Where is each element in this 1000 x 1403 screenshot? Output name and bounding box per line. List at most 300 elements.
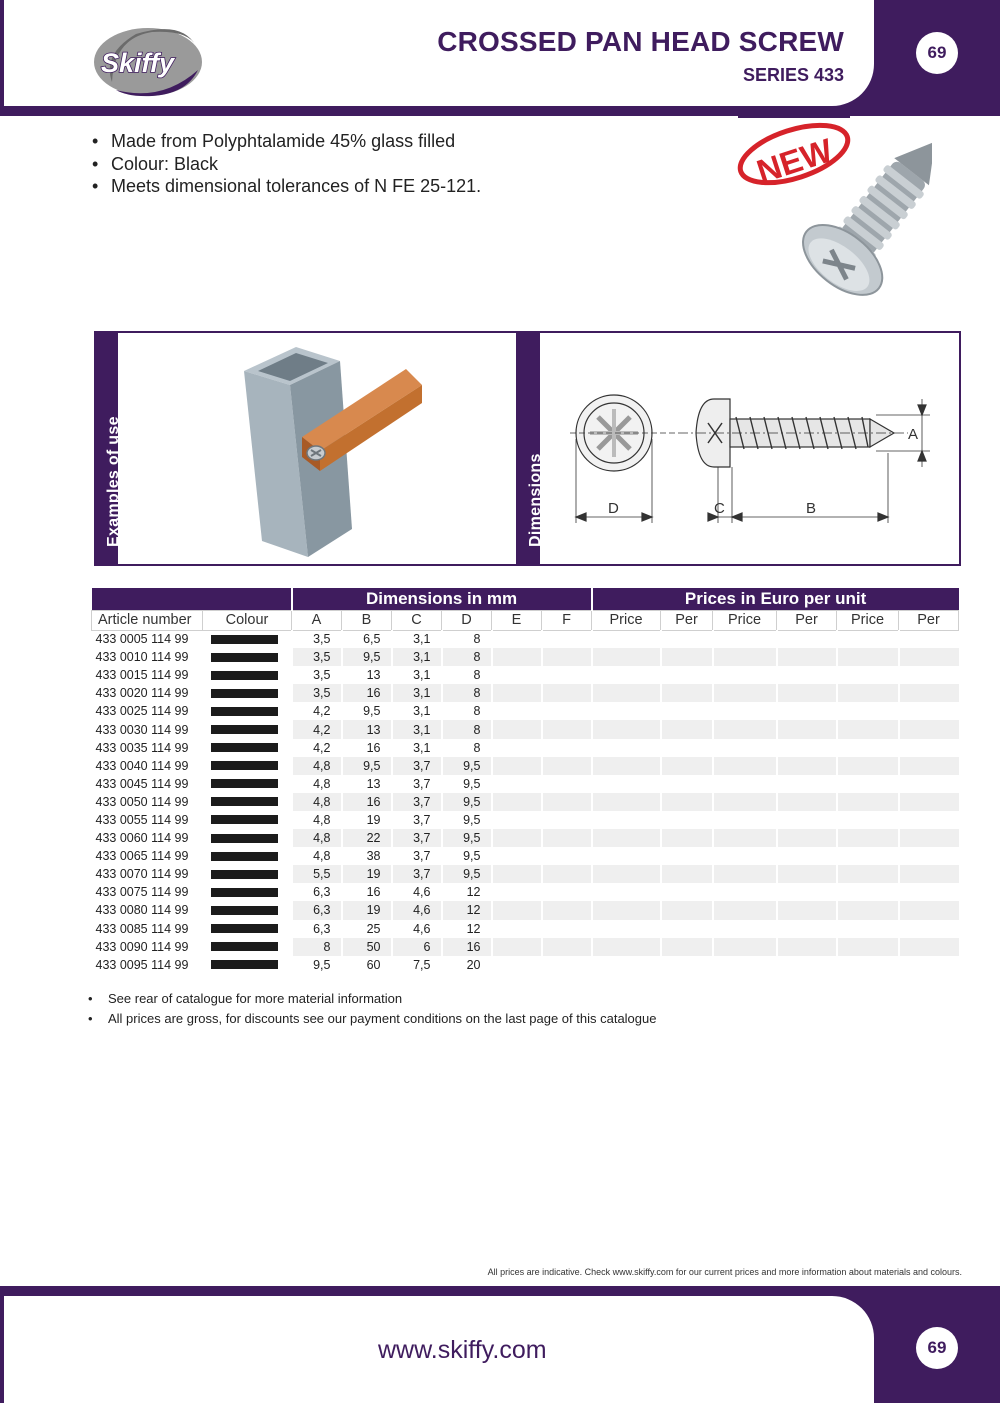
dim-c-cell: 3,1 [392, 630, 442, 648]
dim-d-cell: 8 [442, 666, 492, 684]
dim-f-cell [542, 901, 592, 919]
dim-b-cell: 16 [342, 684, 392, 702]
price-cell [713, 757, 777, 775]
table-row [92, 865, 959, 883]
dim-e-cell [492, 666, 542, 684]
dim-c-cell: 4,6 [392, 920, 442, 938]
table-row [92, 883, 959, 901]
price-cell [837, 829, 899, 847]
colour-swatch-cell [203, 901, 292, 919]
dim-b-cell: 19 [342, 865, 392, 883]
dim-d-cell: 9,5 [442, 775, 492, 793]
svg-text:Skiffy: Skiffy [101, 48, 175, 78]
dim-b-cell: 9,5 [342, 702, 392, 720]
dim-b-cell: 25 [342, 920, 392, 938]
column-header-row [92, 610, 959, 630]
notes-list [88, 989, 656, 1028]
dim-a-cell: 3,5 [292, 684, 342, 702]
per-cell [777, 757, 837, 775]
article-number-cell: 433 0095 114 99 [95, 957, 189, 972]
article-number-cell: 433 0025 114 99 [95, 704, 189, 719]
dim-f-cell [542, 956, 592, 974]
skiffy-logo [92, 24, 204, 98]
price-cell [713, 847, 777, 865]
dim-f-cell [542, 811, 592, 829]
table-row [92, 720, 959, 738]
dim-e-cell [492, 847, 542, 865]
dim-e-cell [492, 901, 542, 919]
dim-e-cell [492, 829, 542, 847]
dim-a-cell: 4,8 [292, 793, 342, 811]
colour-swatch-cell [203, 883, 292, 901]
dim-d-cell: 16 [442, 938, 492, 956]
per-cell [899, 956, 959, 974]
dim-a-cell: 4,8 [292, 829, 342, 847]
price-cell [592, 901, 661, 919]
dim-a-cell: 4,8 [292, 847, 342, 865]
per-cell [777, 684, 837, 702]
colour-swatch-cell [203, 757, 292, 775]
price-cell [713, 648, 777, 666]
dim-e-cell [492, 938, 542, 956]
price-cell [592, 720, 661, 738]
colour-swatch [211, 942, 278, 951]
article-number-cell: 433 0005 114 99 [95, 632, 189, 647]
per-cell [777, 883, 837, 901]
dimensions-label-bar [518, 333, 544, 564]
dim-a-cell: 3,5 [292, 630, 342, 648]
per-cell [661, 630, 713, 648]
per-cell [899, 630, 959, 648]
dim-d-cell: 9,5 [442, 757, 492, 775]
col-per-3: Per [899, 610, 959, 630]
price-cell [837, 865, 899, 883]
table-row [92, 739, 959, 757]
colour-swatch-cell [203, 684, 292, 702]
dim-c-cell: 3,7 [392, 811, 442, 829]
dim-d-cell: 8 [442, 739, 492, 757]
per-cell [899, 920, 959, 938]
table-row [92, 956, 959, 974]
per-cell [777, 847, 837, 865]
colour-swatch [211, 779, 278, 788]
dim-d-cell: 8 [442, 684, 492, 702]
dim-c-cell: 3,1 [392, 739, 442, 757]
per-cell [899, 757, 959, 775]
dim-e-cell [492, 757, 542, 775]
colour-swatch [211, 834, 278, 843]
svg-text:NEW: NEW [752, 131, 837, 191]
price-cell [837, 648, 899, 666]
dim-letter-d: D [608, 500, 619, 517]
dim-c-cell: 7,5 [392, 956, 442, 974]
feature-item: • Colour: Black [92, 153, 481, 176]
col-f: F [542, 610, 592, 630]
table-row [92, 648, 959, 666]
price-cell [713, 865, 777, 883]
per-cell [899, 883, 959, 901]
price-cell [592, 630, 661, 648]
price-cell [837, 739, 899, 757]
colour-swatch [211, 671, 278, 680]
dim-e-cell [492, 720, 542, 738]
col-colour: Colour [203, 610, 292, 630]
dimensions-band-header: Dimensions in mm [292, 588, 592, 610]
dim-b-cell: 16 [342, 883, 392, 901]
table-band-left [92, 588, 292, 610]
colour-swatch-cell [203, 793, 292, 811]
dim-e-cell [492, 648, 542, 666]
col-per-1: Per [661, 610, 713, 630]
price-cell [592, 938, 661, 956]
per-cell [899, 901, 959, 919]
price-cell [592, 666, 661, 684]
dim-f-cell [542, 793, 592, 811]
article-number-cell: 433 0075 114 99 [95, 885, 189, 900]
colour-swatch-cell [203, 739, 292, 757]
article-number-cell: 433 0055 114 99 [95, 812, 189, 827]
per-cell [661, 920, 713, 938]
dim-a-cell: 6,3 [292, 920, 342, 938]
per-cell [661, 901, 713, 919]
dim-a-cell: 4,2 [292, 720, 342, 738]
page-number-badge: 69 [916, 32, 958, 74]
dim-c-cell: 3,1 [392, 666, 442, 684]
dim-f-cell [542, 720, 592, 738]
per-cell [899, 666, 959, 684]
price-cell [592, 739, 661, 757]
per-cell [777, 956, 837, 974]
dim-f-cell [542, 757, 592, 775]
colour-swatch-cell [203, 720, 292, 738]
dim-c-cell: 3,7 [392, 829, 442, 847]
dim-f-cell [542, 938, 592, 956]
per-cell [777, 938, 837, 956]
price-cell [592, 775, 661, 793]
dim-e-cell [492, 702, 542, 720]
dim-b-cell: 9,5 [342, 648, 392, 666]
dim-b-cell: 19 [342, 811, 392, 829]
per-cell [661, 811, 713, 829]
col-price-1: Price [592, 610, 661, 630]
dim-e-cell [492, 630, 542, 648]
price-cell [837, 938, 899, 956]
examples-panel [94, 331, 518, 566]
col-price-2: Price [713, 610, 777, 630]
colour-swatch-cell [203, 666, 292, 684]
dim-a-cell: 4,2 [292, 702, 342, 720]
feature-list [92, 130, 481, 198]
series-subtitle: SERIES 433 [742, 65, 844, 85]
product-table [91, 588, 959, 974]
per-cell [899, 720, 959, 738]
dim-c-cell: 3,7 [392, 847, 442, 865]
per-cell [661, 865, 713, 883]
dim-a-cell: 5,5 [292, 865, 342, 883]
website-link[interactable]: www.skiffy.com [378, 1336, 547, 1364]
article-number-cell: 433 0085 114 99 [95, 921, 189, 936]
dim-c-cell: 3,1 [392, 702, 442, 720]
colour-swatch-cell [203, 702, 292, 720]
note-item: • All prices are gross, for discounts see our payment conditions on the last page of this catalogue [88, 1009, 656, 1029]
price-cell [592, 648, 661, 666]
dim-d-cell: 8 [442, 630, 492, 648]
dim-f-cell [542, 865, 592, 883]
dim-d-cell: 9,5 [442, 829, 492, 847]
dim-e-cell [492, 883, 542, 901]
col-c: C [392, 610, 442, 630]
per-cell [777, 829, 837, 847]
col-a: A [292, 610, 342, 630]
dim-c-cell: 3,1 [392, 720, 442, 738]
per-cell [899, 793, 959, 811]
dim-b-cell: 13 [342, 775, 392, 793]
per-cell [777, 739, 837, 757]
dim-c-cell: 6 [392, 938, 442, 956]
price-cell [837, 956, 899, 974]
per-cell [661, 648, 713, 666]
dim-f-cell [542, 666, 592, 684]
table-row [92, 901, 959, 919]
colour-swatch [211, 797, 278, 806]
per-cell [661, 883, 713, 901]
dim-f-cell [542, 648, 592, 666]
per-cell [777, 775, 837, 793]
per-cell [661, 938, 713, 956]
dim-b-cell: 16 [342, 739, 392, 757]
per-cell [899, 865, 959, 883]
new-product-image [732, 112, 932, 302]
dim-d-cell: 9,5 [442, 865, 492, 883]
price-cell [713, 938, 777, 956]
dim-d-cell: 8 [442, 648, 492, 666]
dim-c-cell: 4,6 [392, 901, 442, 919]
page-title: CROSSED PAN HEAD SCREW [437, 26, 844, 57]
price-cell [713, 901, 777, 919]
table-row [92, 666, 959, 684]
colour-swatch [211, 653, 278, 662]
price-cell [837, 847, 899, 865]
colour-swatch [211, 761, 278, 770]
per-cell [777, 720, 837, 738]
dim-e-cell [492, 920, 542, 938]
price-cell [713, 883, 777, 901]
table-row [92, 702, 959, 720]
dim-b-cell: 19 [342, 901, 392, 919]
per-cell [899, 811, 959, 829]
article-number-cell: 433 0070 114 99 [95, 867, 189, 882]
per-cell [899, 775, 959, 793]
colour-swatch-cell [203, 920, 292, 938]
article-number-cell: 433 0010 114 99 [95, 650, 189, 665]
dim-c-cell: 3,7 [392, 757, 442, 775]
dim-letter-c: C [714, 500, 725, 517]
article-number-cell: 433 0065 114 99 [95, 849, 189, 864]
table-row [92, 757, 959, 775]
per-cell [899, 938, 959, 956]
dim-a-cell: 4,8 [292, 757, 342, 775]
dim-b-cell: 38 [342, 847, 392, 865]
price-cell [592, 865, 661, 883]
colour-swatch [211, 707, 278, 716]
dim-f-cell [542, 739, 592, 757]
price-cell [713, 793, 777, 811]
price-cell [713, 775, 777, 793]
dim-e-cell [492, 739, 542, 757]
price-cell [592, 684, 661, 702]
price-cell [592, 956, 661, 974]
dim-a-cell: 6,3 [292, 901, 342, 919]
feature-item: • Made from Polyphtalamide 45% glass filled [92, 130, 481, 153]
per-cell [777, 811, 837, 829]
dim-f-cell [542, 684, 592, 702]
dim-a-cell: 3,5 [292, 648, 342, 666]
per-cell [661, 684, 713, 702]
colour-swatch-cell [203, 956, 292, 974]
colour-swatch [211, 725, 278, 734]
per-cell [661, 757, 713, 775]
prices-band-header: Prices in Euro per unit [592, 588, 959, 610]
dim-f-cell [542, 702, 592, 720]
price-cell [837, 811, 899, 829]
footer-page-number-badge: 69 [916, 1327, 958, 1369]
dim-b-cell: 22 [342, 829, 392, 847]
price-cell [713, 666, 777, 684]
table-row [92, 630, 959, 648]
table-row [92, 920, 959, 938]
article-number-cell: 433 0015 114 99 [95, 668, 189, 683]
table-row [92, 811, 959, 829]
price-cell [713, 702, 777, 720]
dim-letter-a: A [908, 426, 919, 443]
colour-swatch-cell [203, 865, 292, 883]
per-cell [899, 684, 959, 702]
dim-e-cell [492, 684, 542, 702]
table-row [92, 793, 959, 811]
dim-e-cell [492, 956, 542, 974]
price-cell [592, 883, 661, 901]
per-cell [899, 648, 959, 666]
table-row [92, 684, 959, 702]
price-cell [592, 920, 661, 938]
dim-e-cell [492, 793, 542, 811]
dimensions-label: Dimensions [527, 453, 544, 547]
dim-a-cell: 9,5 [292, 956, 342, 974]
dim-d-cell: 12 [442, 920, 492, 938]
per-cell [661, 720, 713, 738]
price-cell [592, 829, 661, 847]
per-cell [661, 793, 713, 811]
colour-swatch-cell [203, 648, 292, 666]
dim-c-cell: 4,6 [392, 883, 442, 901]
dim-d-cell: 8 [442, 702, 492, 720]
per-cell [777, 901, 837, 919]
new-badge-icon [733, 114, 854, 194]
colour-swatch [211, 870, 278, 879]
dim-c-cell: 3,1 [392, 684, 442, 702]
price-cell [837, 666, 899, 684]
dim-f-cell [542, 920, 592, 938]
per-cell [661, 829, 713, 847]
price-cell [837, 793, 899, 811]
price-cell [713, 920, 777, 938]
colour-swatch-cell [203, 938, 292, 956]
price-cell [837, 775, 899, 793]
col-per-2: Per [777, 610, 837, 630]
per-cell [661, 847, 713, 865]
colour-swatch [211, 906, 278, 915]
col-e: E [492, 610, 542, 630]
price-cell [837, 630, 899, 648]
dim-f-cell [542, 829, 592, 847]
dim-c-cell: 3,1 [392, 648, 442, 666]
dim-c-cell: 3,7 [392, 775, 442, 793]
dim-a-cell: 6,3 [292, 883, 342, 901]
per-cell [899, 739, 959, 757]
colour-swatch-cell [203, 847, 292, 865]
per-cell [899, 847, 959, 865]
price-cell [592, 793, 661, 811]
dim-f-cell [542, 630, 592, 648]
dim-d-cell: 9,5 [442, 811, 492, 829]
colour-swatch-cell [203, 811, 292, 829]
col-price-3: Price [837, 610, 899, 630]
colour-swatch [211, 924, 278, 933]
colour-swatch-cell [203, 829, 292, 847]
article-number-cell: 433 0050 114 99 [95, 794, 189, 809]
price-cell [713, 739, 777, 757]
price-cell [592, 847, 661, 865]
article-number-cell: 433 0090 114 99 [95, 939, 189, 954]
per-cell [661, 956, 713, 974]
feature-item: • Meets dimensional tolerances of N FE 25-121. [92, 175, 481, 198]
col-b: B [342, 610, 392, 630]
price-cell [713, 630, 777, 648]
price-disclaimer: All prices are indicative. Check www.skiffy.com for our current prices and more information about materials and colours. [487, 1267, 962, 1277]
colour-swatch-cell [203, 775, 292, 793]
dim-e-cell [492, 865, 542, 883]
dim-b-cell: 50 [342, 938, 392, 956]
dim-b-cell: 9,5 [342, 757, 392, 775]
price-cell [592, 811, 661, 829]
examples-label-bar [96, 333, 122, 564]
table-row [92, 829, 959, 847]
table-row [92, 847, 959, 865]
per-cell [777, 630, 837, 648]
colour-swatch [211, 888, 278, 897]
note-item: • See rear of catalogue for more material information [88, 989, 656, 1009]
dim-a-cell: 3,5 [292, 666, 342, 684]
dim-c-cell: 3,7 [392, 793, 442, 811]
application-illustration [216, 341, 426, 559]
col-d: D [442, 610, 492, 630]
per-cell [661, 666, 713, 684]
price-cell [713, 720, 777, 738]
per-cell [777, 865, 837, 883]
price-cell [837, 702, 899, 720]
examples-label: Examples of use [105, 416, 122, 547]
colour-swatch [211, 743, 278, 752]
per-cell [777, 920, 837, 938]
dim-d-cell: 8 [442, 720, 492, 738]
price-cell [837, 901, 899, 919]
article-number-cell: 433 0045 114 99 [95, 776, 189, 791]
dimension-drawing [558, 363, 938, 533]
colour-swatch [211, 815, 278, 824]
table-row [92, 775, 959, 793]
price-cell [713, 811, 777, 829]
price-cell [713, 956, 777, 974]
